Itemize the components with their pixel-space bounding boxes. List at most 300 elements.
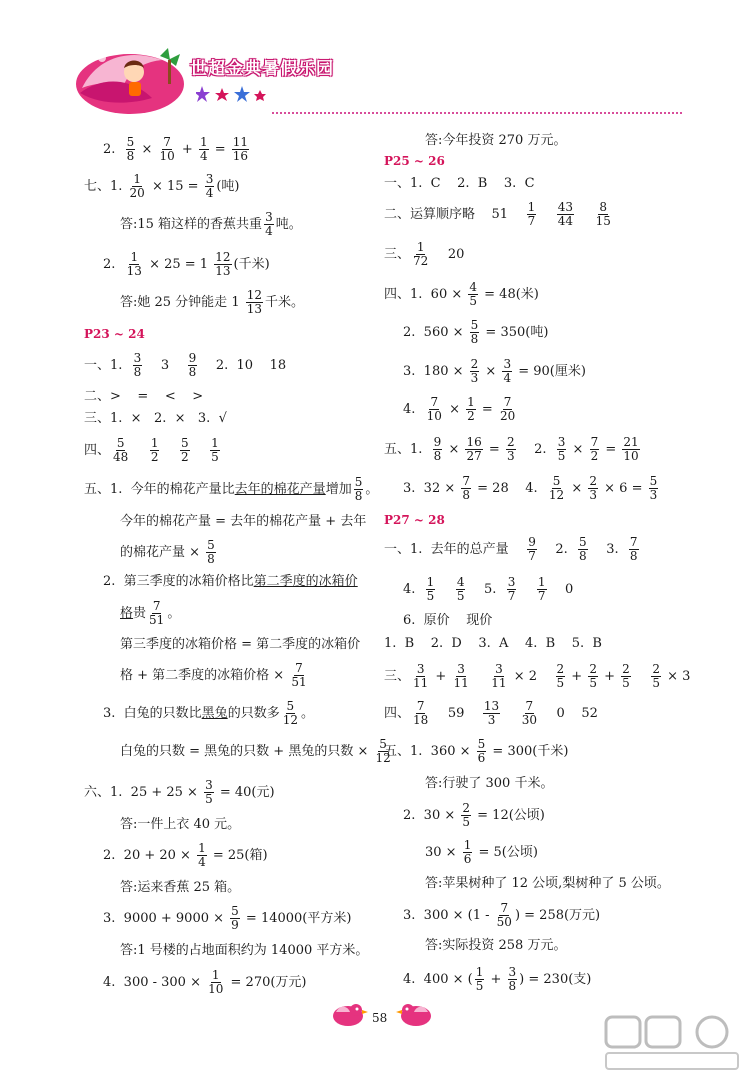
fraction-numerator: 5 [207, 538, 215, 552]
fraction [588, 475, 598, 501]
text-run: + [177, 141, 197, 157]
text-run: + [486, 971, 506, 987]
text-run: 今年的棉花产量 = 去年的棉花产量 + 去年 [120, 514, 367, 529]
text-run: 3. 180 × [403, 363, 468, 379]
answer-line [403, 614, 492, 627]
text-run: × [137, 141, 157, 157]
text-run: × [444, 401, 465, 417]
fraction [622, 436, 639, 462]
text-run: 1. B 2. D 3. A 4. B 5. B [384, 636, 602, 651]
fraction-denominator: 18 [413, 712, 429, 727]
fraction-denominator: 4 [265, 223, 273, 238]
text-run: P27 ~ 28 [384, 513, 445, 527]
fraction [463, 839, 473, 865]
fraction [133, 352, 143, 378]
underlined-text: 黑兔 [201, 705, 228, 721]
answer-line [403, 396, 518, 422]
text-run: = 258(万元) [520, 907, 601, 923]
text-run: 。 [167, 605, 181, 621]
answer-line [103, 905, 351, 931]
text-run [633, 670, 650, 683]
answer-line [120, 289, 304, 315]
fraction [649, 475, 659, 501]
fraction-denominator: 10 [208, 981, 224, 996]
fraction-numerator: 4 [456, 575, 465, 589]
fraction-numerator: 7 [416, 699, 425, 713]
fraction-numerator: 7 [629, 535, 638, 549]
fraction [470, 319, 480, 345]
fraction [204, 779, 214, 805]
fraction-denominator: 5 [475, 978, 484, 993]
fraction-denominator: 3 [589, 487, 598, 502]
fraction [490, 663, 507, 689]
text-run: = 28 4. [473, 480, 546, 496]
fraction [412, 663, 429, 689]
fraction-denominator: 15 [595, 213, 611, 228]
text-run: 3 [144, 357, 186, 373]
fraction-numerator: 7 [430, 395, 439, 409]
fraction-denominator: 20 [499, 408, 516, 423]
text-run: 的只数多 [227, 705, 280, 721]
text-run: 千米。 [265, 294, 305, 310]
text-run: 五、1. 今年的棉花产量比 [84, 481, 235, 497]
fraction-numerator: 3 [503, 357, 512, 371]
fraction-denominator: 3 [470, 370, 479, 385]
text-run: (吨) [216, 178, 240, 194]
text-run: 答:今年投资 270 万元。 [425, 133, 567, 148]
fraction-numerator: 1 [211, 968, 220, 982]
text-run: 2. [517, 441, 555, 457]
header-dotted-rule [272, 112, 682, 114]
fraction-denominator: 3 [506, 448, 515, 463]
fraction [496, 902, 513, 928]
fraction-numerator: 7 [590, 435, 599, 449]
text-run: 格 + 第二季度的冰箱价格 × [120, 667, 289, 683]
fraction-denominator: 5 [622, 675, 630, 690]
answer-line [103, 969, 307, 995]
fraction-numerator: 16 [466, 435, 482, 449]
fraction [548, 475, 565, 501]
fraction-numerator: 1 [199, 135, 208, 149]
fraction-numerator: 1 [133, 172, 141, 186]
fraction-denominator: 50 [496, 914, 512, 929]
answer-line [403, 319, 548, 345]
answer-line [425, 839, 538, 865]
fraction-denominator: 13 [126, 263, 142, 278]
text-run: × [444, 441, 464, 457]
text-run: 2. 30 × [403, 807, 460, 823]
fraction-numerator: 7 [503, 395, 512, 409]
text-run: + [599, 668, 620, 684]
fraction-numerator: 7 [152, 599, 161, 613]
text-run: 的棉花产量 × [120, 544, 205, 560]
text-run: 答:一件上衣 40 元。 [120, 817, 241, 832]
fraction-numerator: 3 [557, 435, 566, 449]
fraction [126, 136, 136, 162]
text-run [161, 444, 178, 457]
page-number: 58 [372, 1011, 388, 1025]
text-run: 4. [403, 581, 424, 597]
answer-line [120, 881, 240, 894]
text-run: = 350(吨) [481, 324, 549, 340]
fraction [188, 352, 198, 378]
answer-line [84, 476, 378, 502]
fraction-denominator: 5 [456, 588, 465, 603]
fraction [412, 700, 429, 726]
fraction-denominator: 11 [491, 675, 507, 690]
fraction-denominator: 4 [503, 370, 512, 385]
fraction [506, 436, 516, 462]
text-run: = [210, 141, 230, 157]
text-run: 4. [403, 401, 424, 417]
fraction [129, 173, 146, 199]
fraction [290, 662, 307, 688]
text-run: 答:她 25 分钟能走 1 [120, 294, 244, 310]
text-run: ) [514, 907, 521, 923]
bird-right-icon [396, 1000, 436, 1028]
answer-line [84, 390, 203, 403]
fraction [206, 539, 216, 565]
text-run: 贵 [133, 605, 147, 621]
text-run [502, 707, 519, 720]
fraction-denominator: 4 [198, 854, 206, 869]
fraction [588, 663, 598, 689]
fraction-numerator: 12 [215, 250, 231, 264]
fraction-numerator: 21 [623, 435, 639, 449]
fraction [232, 136, 249, 162]
fraction-numerator: 5 [477, 737, 486, 751]
fraction-numerator: 11 [232, 135, 249, 149]
fraction [521, 700, 538, 726]
page-header [72, 38, 682, 128]
fraction-denominator: 13 [246, 301, 263, 316]
fraction [483, 700, 500, 726]
fraction-denominator: 5 [556, 675, 565, 690]
fraction-denominator: 5 [211, 449, 219, 464]
fraction-numerator: 2 [589, 662, 597, 676]
answer-line [403, 966, 591, 992]
fraction [148, 600, 165, 626]
fraction-numerator: 1 [130, 250, 139, 264]
fraction-numerator: 7 [525, 699, 534, 713]
fraction-denominator: 7 [537, 588, 546, 603]
fraction-numerator: 1 [527, 200, 536, 214]
fraction [590, 436, 600, 462]
text-run: 四、 [384, 705, 411, 721]
fraction [205, 173, 215, 199]
text-run: 6. 原价 现价 [403, 613, 493, 628]
text-run: P25 ~ 26 [384, 154, 445, 168]
fraction-denominator: 7 [507, 588, 516, 603]
text-run: 七、1. [84, 178, 127, 194]
text-run: 五、1. [384, 441, 431, 457]
fraction [499, 396, 516, 422]
fraction [282, 700, 299, 726]
fraction [264, 211, 274, 237]
fraction [468, 281, 478, 307]
fraction-denominator: 72 [413, 253, 429, 268]
fraction-denominator: 5 [589, 675, 597, 690]
text-run: 0 [548, 581, 574, 597]
answer-line [425, 939, 566, 952]
fraction-denominator: 7 [528, 548, 536, 563]
fraction-denominator: 5 [205, 791, 213, 806]
text-run [518, 583, 535, 596]
fraction [126, 251, 143, 277]
fraction-denominator: 3 [649, 487, 658, 502]
underlined-text: 第二季度的冰箱价 [253, 574, 358, 589]
fraction [557, 201, 574, 227]
text-run: P23 ~ 24 [84, 327, 145, 341]
fraction [158, 136, 175, 162]
text-run: × 15 = [147, 178, 203, 194]
fraction-numerator: 1 [416, 240, 425, 254]
text-run: = 25(箱) [208, 847, 268, 863]
text-run: ) [519, 971, 525, 987]
answer-line [425, 134, 566, 147]
fraction [433, 436, 443, 462]
fraction-denominator: 5 [462, 814, 471, 829]
fraction [629, 536, 639, 562]
text-run: 一、1. 去年的总产量 [384, 541, 526, 557]
fraction [199, 136, 209, 162]
fraction-denominator: 8 [126, 148, 135, 163]
fraction [112, 437, 129, 463]
text-run: 3. [589, 541, 627, 557]
fraction-numerator: 2 [622, 662, 630, 676]
text-run: 答:15 箱这样的香蕉共重 [120, 216, 263, 232]
fraction-denominator: 8 [354, 488, 363, 503]
text-run: 59 [431, 705, 481, 721]
answer-line [403, 902, 600, 928]
fraction-numerator: 3 [507, 575, 516, 589]
text-run [131, 444, 148, 457]
fraction-denominator: 8 [207, 551, 215, 566]
answer-line [425, 877, 670, 890]
fraction [452, 663, 469, 689]
text-run: 2. 第三季度的冰箱价格比 [103, 574, 254, 589]
answer-line [384, 436, 642, 462]
answer-line [384, 536, 641, 562]
text-run: 20 [431, 246, 465, 262]
fraction-numerator: 1 [211, 436, 219, 450]
underlined-text: 格 [120, 605, 134, 621]
text-run [472, 670, 489, 683]
fraction-numerator: 1 [537, 575, 546, 589]
fraction-denominator: 8 [629, 548, 638, 563]
text-run: = 14000(平方米) [241, 910, 352, 926]
text-run: 六、1. 25 + 25 × [84, 784, 203, 800]
fraction-numerator: 5 [552, 474, 561, 488]
text-run: 2. 10 18 [199, 357, 287, 373]
fraction [527, 201, 537, 227]
fraction [456, 576, 466, 602]
fraction-numerator: 5 [286, 699, 295, 713]
fraction-denominator: 8 [188, 364, 197, 379]
fraction [210, 437, 220, 463]
fraction-numerator: 2 [589, 474, 598, 488]
fraction-denominator: 6 [477, 750, 486, 765]
text-run: 1 - [472, 907, 494, 923]
text-run: 答:实际投资 258 万元。 [425, 938, 567, 953]
fraction-denominator: 16 [232, 148, 249, 163]
fraction-denominator: 5 [426, 588, 435, 603]
fraction [537, 576, 547, 602]
answer-line [384, 177, 535, 190]
fraction [502, 358, 512, 384]
text-run: 答:行驶了 300 千米。 [425, 776, 554, 791]
fraction-denominator: 12 [282, 712, 298, 727]
fraction-denominator: 8 [462, 487, 471, 502]
fraction-numerator: 2 [462, 801, 471, 815]
fraction-numerator: 3 [416, 662, 425, 676]
fraction [246, 289, 263, 315]
text-run [576, 208, 593, 221]
answer-line [384, 637, 602, 650]
answer-line [384, 241, 464, 267]
answer-line [384, 663, 690, 689]
answer-line [384, 700, 598, 726]
brand-title: 世超金典暑假乐园 [190, 59, 334, 79]
fraction-denominator: 8 [433, 448, 442, 463]
text-run: 四、 [84, 442, 111, 458]
fraction-denominator: 8 [508, 978, 517, 993]
text-run: 答:1 号楼的占地面积约为 14000 平方米。 [120, 943, 369, 958]
fraction [354, 476, 364, 502]
fraction-numerator: 1 [198, 841, 206, 855]
fraction-numerator: 1 [467, 395, 475, 409]
text-run [538, 208, 555, 221]
answer-line [84, 173, 239, 199]
text-run: 答:苹果树种了 12 公顷,梨树种了 5 公顷。 [425, 876, 670, 891]
fraction [461, 802, 471, 828]
fraction [461, 475, 471, 501]
fraction-denominator: 10 [623, 448, 639, 463]
fraction [150, 437, 160, 463]
fraction [527, 536, 537, 562]
fraction [230, 905, 240, 931]
fraction-numerator: 43 [557, 200, 574, 214]
text-run: 4. 400 × [403, 971, 468, 987]
fraction-denominator: 30 [521, 712, 537, 727]
fraction-denominator: 4 [199, 148, 208, 163]
fraction-numerator: 3 [457, 662, 465, 676]
answer-line [120, 515, 366, 528]
text-run: 三、 [384, 668, 411, 684]
text-run: 30 × [425, 844, 461, 860]
answer-line [384, 738, 568, 764]
fraction-numerator: 1 [463, 838, 472, 852]
fraction [412, 241, 429, 267]
answer-line [403, 576, 573, 602]
text-run [437, 583, 454, 596]
fraction-numerator: 5 [579, 535, 587, 549]
fraction-numerator: 1 [426, 575, 435, 589]
fraction-numerator: 2 [470, 357, 479, 371]
answer-line [103, 251, 270, 277]
fraction [621, 663, 631, 689]
text-run: 第三季度的冰箱价格 = 第二季度的冰箱价 [120, 637, 361, 652]
text-run: = 5(公顷) [474, 844, 538, 860]
fraction-denominator: 2 [181, 449, 189, 464]
text-run: 二、> = < > [84, 389, 204, 404]
answer-line [120, 539, 218, 565]
fraction-denominator: 51 [291, 674, 307, 689]
underlined-text: 去年的棉花产量 [234, 481, 326, 497]
fraction-denominator: 2 [590, 448, 599, 463]
fraction-denominator: 3 [487, 712, 496, 727]
fraction [466, 396, 476, 422]
answer-line [120, 211, 302, 237]
answer-line [120, 600, 180, 626]
answer-line [120, 738, 394, 764]
text-run: = 270(万元) [226, 974, 307, 990]
fraction [595, 201, 612, 227]
fraction [207, 969, 224, 995]
text-run: × 3 [662, 668, 691, 684]
answer-line [120, 638, 360, 651]
text-run: = 48(米) [480, 286, 539, 302]
text-run: 0 52 [540, 705, 598, 721]
text-run: 增加 [325, 481, 352, 497]
text-run: = [601, 441, 621, 457]
answer-line [425, 777, 553, 790]
fraction-denominator: 8 [133, 364, 142, 379]
text-run: + [567, 668, 587, 684]
fraction [507, 576, 517, 602]
text-run: × [567, 480, 587, 496]
text-run: = 90(厘米) [514, 363, 586, 379]
fraction-denominator: 10 [159, 148, 175, 163]
fraction-numerator: 3 [508, 965, 517, 979]
answer-line [403, 802, 545, 828]
answer-line [384, 201, 614, 227]
fraction-numerator: 13 [483, 699, 500, 713]
fraction-denominator: 2 [150, 449, 159, 464]
answer-line [84, 412, 227, 425]
fraction-numerator: 3 [265, 210, 273, 224]
fraction-numerator: 5 [116, 436, 125, 450]
fraction-numerator: 5 [231, 904, 239, 918]
fraction-denominator: 8 [579, 548, 587, 563]
fraction [197, 842, 207, 868]
text-run: × 2 [509, 668, 554, 684]
answer-line [103, 700, 314, 726]
text-run: 五、1. 360 × [384, 743, 475, 759]
fraction-denominator: 11 [453, 675, 469, 690]
fraction-numerator: 3 [205, 172, 214, 186]
text-run: 二、运算顺序略 51 [384, 206, 525, 222]
text-run: × 25 = 1 [144, 256, 213, 272]
fraction-denominator: 7 [527, 213, 536, 228]
fraction-numerator: 5 [181, 436, 189, 450]
fraction-denominator: 4 [205, 185, 214, 200]
fraction [470, 358, 480, 384]
answer-line [103, 842, 268, 868]
watermark-logo-icon [602, 1013, 742, 1073]
text-run: × 6 = [600, 480, 647, 496]
fraction-numerator: 1 [150, 436, 159, 450]
text-run: 2. 20 + 20 × [103, 847, 196, 863]
fraction-numerator: 5 [379, 737, 387, 751]
answer-line [84, 779, 275, 805]
answer-line [84, 437, 222, 463]
answer-line [120, 662, 310, 688]
text-run: 3. 300 × [403, 907, 468, 923]
fraction-numerator: 9 [433, 435, 442, 449]
text-run: = 300(千米) [488, 743, 569, 759]
fraction-denominator: 48 [113, 449, 129, 464]
